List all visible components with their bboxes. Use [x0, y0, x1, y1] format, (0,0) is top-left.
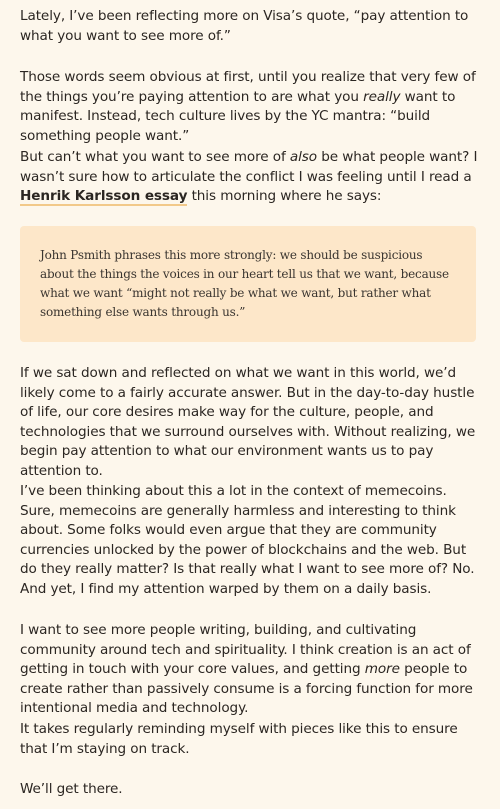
paragraph-text: We’ll get there. — [20, 781, 123, 797]
paragraph-text: I want to see more people writing, building, and cultivating community around tech and spirituality. I think creation is an act of getting in touch with your core values, and getting — [20, 622, 471, 678]
paragraph-text: Those words seem obvious at first, until you realize that very few of the things you’re paying attention to are what you — [20, 69, 476, 105]
paragraph-text: this morning where he says: — [187, 188, 382, 205]
paragraph-reflection — [20, 364, 482, 482]
emphasis-also: also — [289, 149, 317, 165]
paragraph-text: It takes regularly reminding myself with pieces like this to ensure that I’m staying on track. — [20, 721, 458, 757]
paragraph-closing — [20, 780, 482, 800]
paragraph-reminding — [20, 720, 482, 759]
paragraph-intro — [20, 7, 482, 46]
paragraph-text: But can’t what you want to see more of — [20, 149, 290, 165]
paragraph-text: people to create rather than passively consume is a forcing function for more intentional media and technology. — [20, 661, 473, 717]
paragraph-text: be what people want? I wasn’t sure how to articulate the conflict I was feeling until I read a — [20, 149, 478, 185]
paragraph-obvious-words — [20, 68, 482, 146]
paragraph-creation — [20, 621, 482, 719]
blockquote — [20, 226, 476, 342]
paragraph-conflict — [20, 148, 482, 207]
paragraph-memecoins — [20, 482, 482, 600]
emphasis-more: more — [364, 661, 400, 678]
paragraph-text: I’ve been thinking about this a lot in the context of memecoins. Sure, memecoins are generally harmless and interesting to think about. Some folks would even argue that they are community currencies unlocked by the power of blockchains and the web. But do they really matter? Is that really what I want to see more of? No. And yet, I find my attention warped by them on a daily basis. — [20, 483, 475, 597]
blockquote-text: John Psmith phrases this more strongly: we should be suspicious about the things the voices in our heart tell us that we want, because what we want “might not really be what we want, but rather what something else wants through us.” — [40, 248, 449, 319]
paragraph-text: want to manifest. Instead, tech culture lives by the YC mantra: “build something people want.” — [20, 88, 456, 144]
paragraph-intro-text: Lately, I’ve been reflecting more on Visa’s quote, “pay attention to what you want to see more of.” — [20, 8, 469, 44]
emphasis-really: really — [363, 88, 401, 105]
henrik-karlsson-essay-link[interactable]: Henrik Karlsson essay — [20, 188, 188, 205]
paragraph-text: If we sat down and reflected on what we want in this world, we’d likely come to a fairly accurate answer. But in the day-to-day hustle of life, our core desires make way for the culture, people, and technologies that we surround ourselves with. Without realizing, we begin pay attention to what our environment wants us to pay attention to. — [20, 365, 476, 479]
